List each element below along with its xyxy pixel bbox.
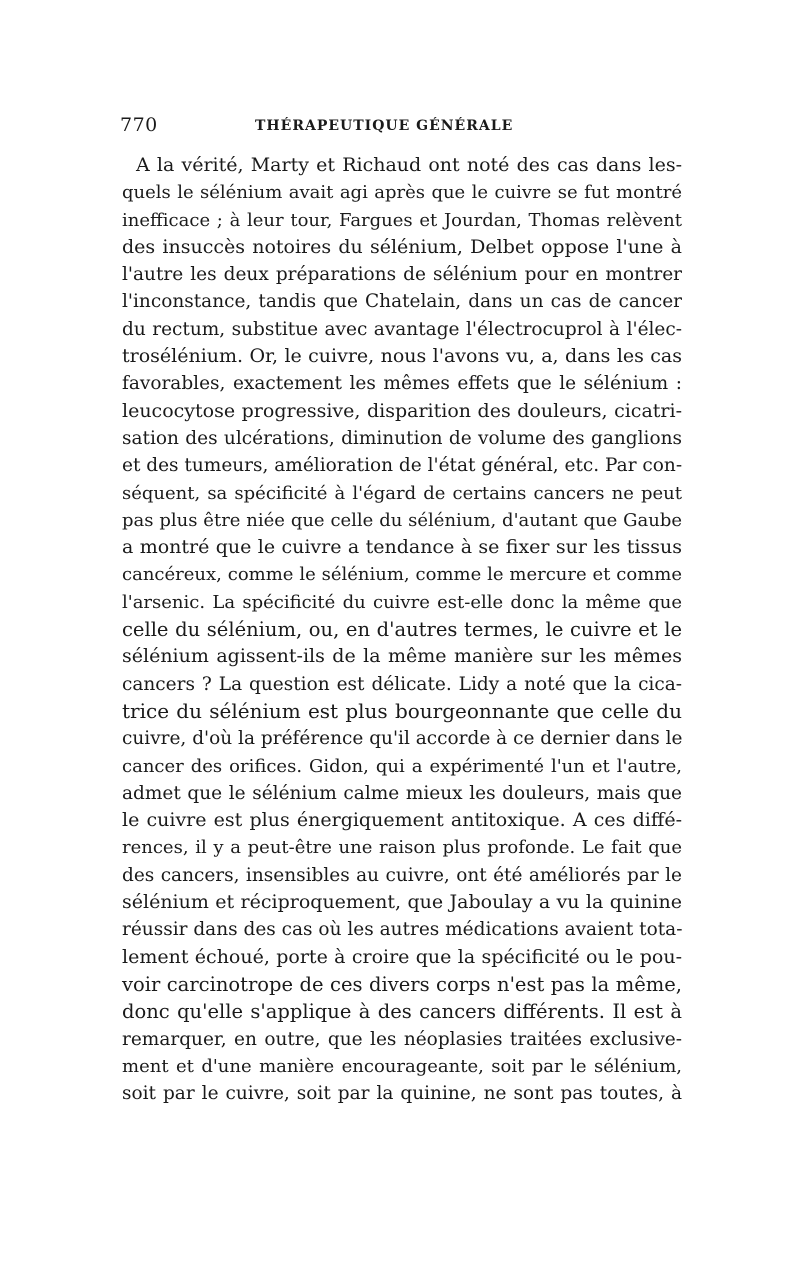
text-line: voir carcinotrope de ces divers corps n'est pas la même, [122,972,682,996]
text-line: A la vérité, Marty et Richaud ont noté des cas dans les- [136,154,682,176]
text-line: donc qu'elle s'applique à des cancers différents. Il est à [122,1000,682,1024]
text-line: sation des ulcérations, diminution de volume des ganglions [122,427,682,449]
text-line: lement échoué, porte à croire que la spécificité ou le pou- [122,945,682,968]
text-line: celle du sélénium, ou, en d'autres termes, le cuivre et le [122,618,682,642]
text-line: trosélénium. Or, le cuivre, nous l'avons vu, a, dans les cas [122,345,682,368]
text-line: inefficace ; à leur tour, Fargues et Jourdan, Thomas relèvent [122,209,682,231]
body-paragraph [122,152,682,1107]
text-line: des insuccès notoires du sélénium, Delbet oppose l'une à [122,235,682,258]
text-line: remarquer, en outre, que les néoplasies traitées exclusive- [122,1028,682,1050]
page-number: 770 [120,114,158,136]
text-line: admet que le sélénium calme mieux les douleurs, mais que [122,782,682,804]
text-line: leucocytose progressive, disparition des douleurs, cicatri- [122,399,682,422]
page-header [120,114,680,142]
text-line: quels le sélénium avait agi après que le cuivre se fut montré [122,182,682,204]
text-line: du rectum, substitue avec avantage l'électrocuprol à l'élec- [122,318,682,340]
text-line: cancers ? La question est délicate. Lidy a noté que la cica- [122,673,682,695]
text-line: et des tumeurs, amélioration de l'état général, etc. Par con- [122,455,683,477]
text-line: cancer des orifices. Gidon, qui a expérimenté l'un et l'autre, [122,755,682,777]
text-line: réussir dans des cas où les autres médications avaient tota- [122,919,683,941]
text-line: soit par le cuivre, soit par la quinine, ne sont pas toutes, à [122,1083,682,1105]
text-line: pas plus être niée que celle du sélénium, d'autant que Gaube [122,509,682,531]
text-line: des cancers, insensibles au cuivre, ont été améliorés par le [122,864,682,886]
text-line: cancéreux, comme le sélénium, comme le mercure et comme [122,564,682,586]
text-line: trice du sélénium est plus bourgeonnante que celle du [122,698,682,723]
text-line: a montré que le cuivre a tendance à se fixer sur les tissus [122,536,682,559]
text-line: rences, il y a peut-être une raison plus profonde. Le fait que [122,837,682,859]
text-line: le cuivre est plus énergiquement antitoxique. A ces diffé- [122,809,682,832]
running-title: THÉRAPEUTIQUE GÉNÉRALE [255,118,514,134]
text-line: ment et d'une manière encourageante, soit par le sélénium, [122,1055,682,1077]
text-line: l'arsenic. La spécificité du cuivre est-elle donc la même que [122,591,682,613]
text-line: l'autre les deux préparations de sélénium pour en montrer [122,264,682,286]
text-line: séquent, sa spécificité à l'égard de certains cancers ne peut [122,482,682,504]
text-line: favorables, exactement les mêmes effets que le sélénium : [122,373,682,395]
text-line: l'inconstance, tandis que Chatelain, dans un cas de cancer [122,291,682,313]
text-line: sélénium et réciproquement, que Jaboulay a vu la quinine [122,891,682,914]
text-line: sélénium agissent-ils de la même manière sur les mêmes [122,645,682,668]
text-line: cuivre, d'où la préférence qu'il accorde à ce dernier dans le [122,728,683,750]
